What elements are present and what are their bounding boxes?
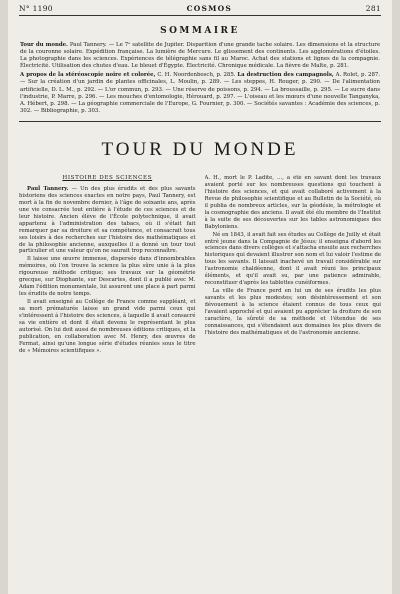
summary-item2-text: C. H. Noordenbosch, p. 285. [157,72,236,79]
running-header [19,4,381,16]
column-heading: HISTOIRE DES SCIENCES [62,174,153,181]
summary-block [19,42,381,115]
sommaire-title: SOMMAIRE [160,26,240,36]
column-right-para-3: La ville de France perd en lui un de ses érudits les plus savants et les plus modestes; son désintéressement et son dévouement à la science étaient connus de tous ceux qui l'avaient approché et qui avaient pu apprécier la droiture de son caractère, la sûreté de sa méthode et l'étendue de ses connaissances, qui s'étendaient aux domaines les plus divers de l'histoire des mathématiques et de l'astronomie ancienne. [204,288,381,336]
summary-lead-bold: Tour du monde. [20,42,68,48]
summary-item2-bold: A propos de la stéréoscopie noire et colorée, [20,72,156,79]
column-left-para-1 [19,186,196,256]
column-right-para-2: Né en 1843, il avait fait ses études au Collège de Juilly et était entré jeune dans la Compagnie de Jésus; il enseigna d'abord les sciences dans divers collèges et s'attacha ensuite aux recherches historiques qui devaient illustrer son nom et lui valoir l'estime de tous les savants. Il laissait inachevé un travail considérable sur l'astronomie chaldéenne, dont il avait réuni les principaux éléments, et qu'il avait su, par une patience admirable, reconstituer d'après les tablettes cunéiformes. [204,231,381,287]
column-right [205,175,382,547]
magazine-page [8,0,392,594]
divider-rule [19,121,381,122]
article-columns [19,175,381,547]
obituary-name: Paul Tannery. [27,185,69,192]
summary-item3-bold: La destruction des campagnols, [237,72,334,79]
summary-para-2 [20,72,380,115]
summary-lead-text: Paul Tannery. — Le 7ᵉ satellite de Jupiter. Disparition d'une grande tache solaire. Les dimensions et la structure de la couronne solaire. Expédition française. La lumière de Mercure. Le glissement des continents. Les agglomérations d'étoiles. La photographie dans les sciences. Expériences de télégraphie sans fil au Maroc. Achat des stations et lignes de la compagnie. Électricité. Utilisation des chutes d'eau. Le bleuet d'Égypte. Électricité. Chronique médicale. La fièvre de Malte, p. 281. [20,42,381,70]
column-left-text-1: — Un des plus érudits et des plus savants historiens des sciences exactes en notre pays, Paul Tannery, est mort à la fin de novembre dernier, à l'âge de soixante ans, après une vie consacrée tout entière à l'étude de ces sciences et de leur histoire. Ancien élève de l'École polytechnique, il avait appartenu à l'administration des tabacs, où il s'était fait remarquer par sa droiture et sa compétence, et consacrait tous ses loisirs à des recherches sur l'histoire des mathématiques et de la philosophie ancienne, auxquelles il a donné un tour tout particulier et une valeur qu'on ne saurait trop reconnaître. [19,185,196,255]
summary-para-1 [20,42,380,70]
column-left [19,175,196,547]
column-right-para-1: A. H., mort le P. Ladite, ..., a été en savant dont les travaux avaient porté sur les nombreuses questions qui touchent à l'histoire des sciences, et qui avait collaboré activement à la Revue de philosophie scientifique et au Bulletin de la Société, où il publia de nombreux articles, sur la géodésie, la métrologie et la cosmographie des anciens. Il avait été élu membre de l'Institut à la suite de ses découvertes sur les tables astronomiques des Babyloniens. [204,174,381,230]
column-left-para-3: Il avait enseigné au Collège de France comme suppléant, et sa mort prématurée laisse un grand vide parmi ceux qui s'intéressent à l'histoire des sciences, à laquelle il avait consacré sa vie entière et dont il était devenu le représentant le plus autorisé. On lui doit aussi de nombreuses éditions critiques, et la publication, en collaboration avec M. Henry, des œuvres de Fermat, ainsi qu'une longue série d'études réunies sous le titre de « Mémoires scientifiques ». [19,299,196,354]
column-left-para-2: Il laisse une œuvre immense, dispersée dans d'innombrables mémoires, où l'on trouve la science la plus sûre unie à la plus rigoureuse méthode critique; ses travaux sur la géométrie grecque, sur Diophante, sur Descartes, dont il a publié avec M. Adam l'édition monumentale, lui assurent une place à part parmi les érudits de notre temps. [19,256,196,298]
section-title: TOUR DU MONDE [101,138,299,160]
summary-item3-text: A. Rolet, p. 287. — Sur la création d'un jardin de plantes officinales, L. Moulin, p. 289. — Les steppes, H. Rouger, p. 290. — De l'alimentation artificielle, D. L. M., p. 292. — L'or commun, p. 293. — Une réserve de poissons, p. 294. — La broussaille, p. 295. — Le sucre dans l'industrie, P. Marre, p. 296. — Les mouches d'entomologie, Hérouard, p. 297. — L'oiseau et les mœurs d'une nouvelle Tanganyka, A. Hébert, p. 298. — La géographie commerciale de l'Europe, G. Fournier, p. 300. — Sociétés savantes : Académie des sciences, p. 302. — Bibliographie, p. 303. [20,72,381,114]
issue-number: N° 1190 [19,4,53,13]
journal-name: COSMOS [186,4,233,13]
page-number: 281 [365,4,381,13]
